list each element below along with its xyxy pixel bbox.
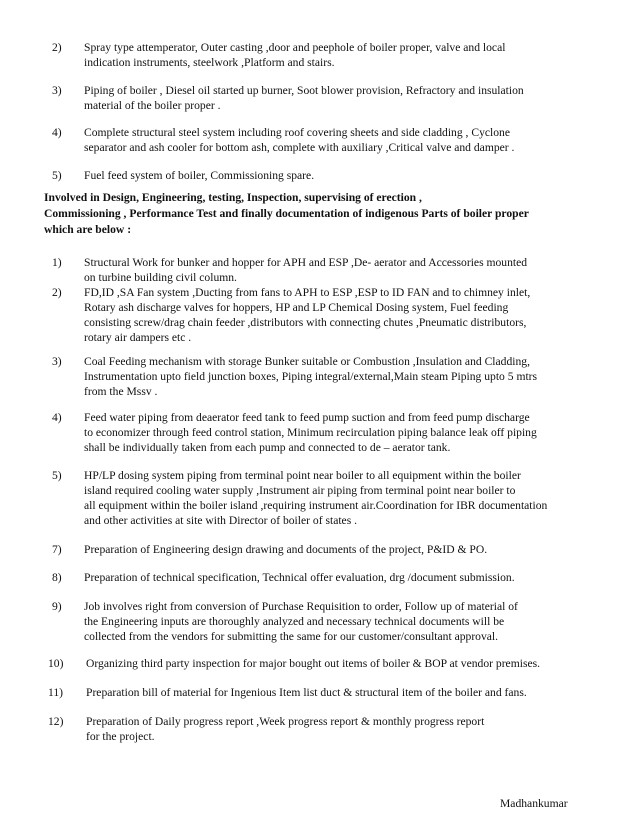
list-text: Job involves right from conversion of Purchase Requisition to order, Follow up of material of <box>84 600 518 613</box>
list-item <box>52 40 612 70</box>
list-number: 7) <box>52 543 62 556</box>
list-item <box>52 125 612 155</box>
list-text: Feed water piping from deaerator feed tank to feed pump suction and from feed pump discharge <box>84 411 530 424</box>
list-text: indication instruments, steelwork ,Platform and stairs. <box>84 56 335 69</box>
list-text: collected from the vendors for submitting the same for our customer/consultant approval. <box>84 630 499 643</box>
list-number: 2) <box>52 41 62 54</box>
section-heading <box>44 190 624 238</box>
list-number: 3) <box>52 84 62 97</box>
list-text: Instrumentation upto field junction boxes, Piping integral/external,Main steam Piping upto 5 mtrs <box>84 370 538 383</box>
list-item <box>52 83 612 113</box>
list-item <box>52 410 612 455</box>
list-text: Organizing third party inspection for major bought out items of boiler & BOP at vendor premises. <box>86 657 541 670</box>
list-text: from the Mssv . <box>84 385 158 398</box>
list-number: 4) <box>52 411 62 424</box>
list-text: Rotary ash discharge valves for hoppers, HP and LP Chemical Dosing system, Fuel feeding <box>84 301 509 314</box>
list-number: 4) <box>52 126 62 139</box>
list-number: 12) <box>48 715 64 728</box>
list-item <box>52 168 612 183</box>
list-number: 8) <box>52 571 62 584</box>
list-text: on turbine building civil column. <box>84 271 237 284</box>
list-item <box>52 542 612 557</box>
heading-line: Commissioning , Performance Test and finally documentation of indigenous Parts of boiler proper <box>44 207 529 220</box>
list-item <box>48 685 608 700</box>
list-text: Preparation of technical specification, Technical offer evaluation, drg /document submission. <box>84 571 515 584</box>
list-text: Piping of boiler , Diesel oil started up burner, Soot blower provision, Refractory and insulation <box>84 84 524 97</box>
list-item <box>48 714 608 744</box>
list-text: rotary air dampers etc . <box>84 331 192 344</box>
list-text: for the project. <box>86 730 155 743</box>
list-text: HP/LP dosing system piping from terminal point near boiler to all equipment within the boiler <box>84 469 521 482</box>
list-text: all equipment within the boiler island ,requiring instrument air.Coordination for IBR documentation <box>84 499 548 512</box>
list-text: Structural Work for bunker and hopper for APH and ESP ,De- aerator and Accessories mounted <box>84 256 528 269</box>
list-item <box>52 255 612 285</box>
list-number: 3) <box>52 355 62 368</box>
list-text: Spray type attemperator, Outer casting ,door and peephole of boiler proper, valve and local <box>84 41 506 54</box>
list-text: FD,ID ,SA Fan system ,Ducting from fans to APH to ESP ,ESP to ID FAN and to chimney inlet, <box>84 286 531 299</box>
list-text: consisting screw/drag chain feeder ,distributors with connecting chutes ,Pneumatic distributors, <box>84 316 527 329</box>
list-text: the Engineering inputs are thoroughly analyzed and necessary technical documents will be <box>84 615 505 628</box>
list-text: island required cooling water supply ,Instrument air piping from terminal point near boiler to <box>84 484 516 497</box>
list-text: Coal Feeding mechanism with storage Bunker suitable or Combustion ,Insulation and Cladding, <box>84 355 530 368</box>
list-text: separator and ash cooler for bottom ash, complete with auxiliary ,Critical valve and damper . <box>84 141 515 154</box>
list-item <box>52 354 612 399</box>
heading-line: Involved in Design, Engineering, testing, Inspection, supervising of erection , <box>44 191 422 204</box>
heading-line: which are below : <box>44 223 132 236</box>
list-item <box>52 468 612 528</box>
list-text: Preparation bill of material for Ingenious Item list duct & structural item of the boiler and fans. <box>86 686 527 699</box>
list-item <box>52 285 612 345</box>
list-text: material of the boiler proper . <box>84 99 221 112</box>
list-number: 11) <box>48 686 64 699</box>
list-text: to economizer through feed control station, Minimum recirculation piping balance leak off piping <box>84 426 537 439</box>
list-item <box>48 656 608 671</box>
list-text: shall be individually taken from each pump and connected to de – aerator tank. <box>84 441 451 454</box>
list-item <box>52 570 612 585</box>
list-number: 5) <box>52 469 62 482</box>
list-text: Preparation of Daily progress report ,Week progress report & monthly progress report <box>86 715 485 728</box>
list-number: 9) <box>52 600 62 613</box>
list-number: 5) <box>52 169 62 182</box>
author-name: Madhankumar <box>500 797 568 810</box>
list-text: Preparation of Engineering design drawing and documents of the project, P&ID & PO. <box>84 543 488 556</box>
list-text: Complete structural steel system including roof covering sheets and side cladding , Cyclone <box>84 126 510 139</box>
list-number: 1) <box>52 256 62 269</box>
list-number: 2) <box>52 286 62 299</box>
list-item <box>52 599 612 644</box>
list-text: and other activities at site with Director of boiler of states . <box>84 514 358 527</box>
list-text: Fuel feed system of boiler, Commissioning spare. <box>84 169 315 182</box>
list-number: 10) <box>48 657 64 670</box>
